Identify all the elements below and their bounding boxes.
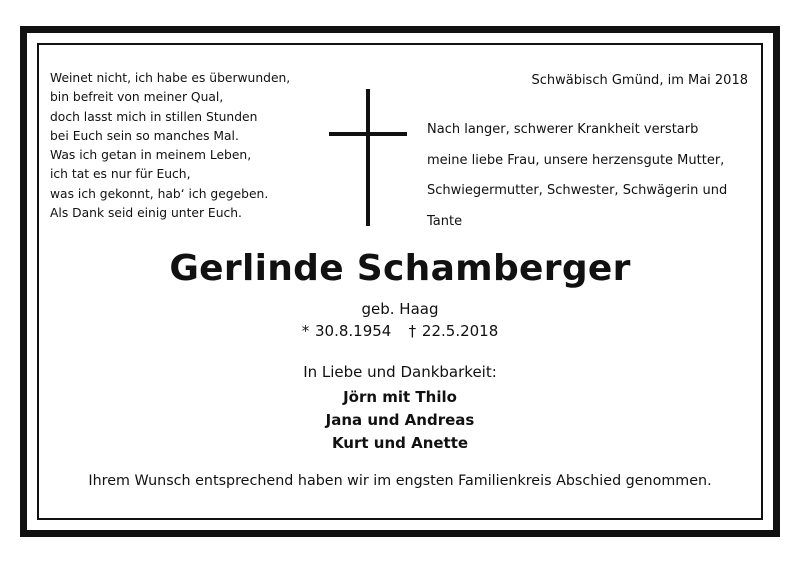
notice-line: meine liebe Frau, unsere herzensgute Mutter,: [427, 152, 725, 168]
poem: [50, 69, 290, 223]
cross-vertical-bar: [366, 89, 370, 226]
maiden-name: geb. Haag: [361, 300, 439, 318]
notice-line: Schwiegermutter, Schwester, Schwägerin und: [427, 183, 728, 198]
notice-line: Nach langer, schwerer Krankheit verstarb: [427, 122, 699, 137]
cross-horizontal-bar: [329, 132, 407, 136]
poem-line: Als Dank seid einig unter Euch.: [50, 206, 242, 221]
life-dates: * 30.8.1954 † 22.5.2018: [301, 322, 499, 340]
mourner-family: Jana und Andreas: [325, 411, 475, 429]
mourner-family: Kurt und Anette: [331, 434, 469, 452]
place-date: Schwäbisch Gmünd, im Mai 2018: [531, 73, 748, 88]
poem-line: bin befreit von meiner Qual,: [50, 90, 224, 105]
deceased-name: Gerlinde Schamberger: [169, 248, 631, 289]
mourners-intro: In Liebe und Dankbarkeit:: [303, 363, 497, 381]
poem-line: doch lasst mich in stillen Stunden: [50, 109, 258, 124]
poem-line: ich tat es nur für Euch,: [50, 167, 191, 182]
obituary-inner-border: [37, 43, 763, 520]
death-notice: [427, 115, 757, 237]
notice-line: Tante: [427, 213, 463, 229]
obituary-frame: [20, 26, 780, 537]
poem-line: bei Euch sein so manches Mal.: [50, 128, 239, 143]
poem-line: Weinet nicht, ich habe es überwunden,: [50, 71, 291, 85]
mourner-family: Jörn mit Thilo: [343, 388, 457, 406]
closing-note: Ihrem Wunsch entsprechend haben wir im engsten Familienkreis Abschied genommen.: [88, 473, 712, 489]
poem-line: Was ich getan in meinem Leben,: [50, 148, 252, 163]
poem-line: was ich gekonnt, hab‘ ich gegeben.: [50, 186, 269, 201]
